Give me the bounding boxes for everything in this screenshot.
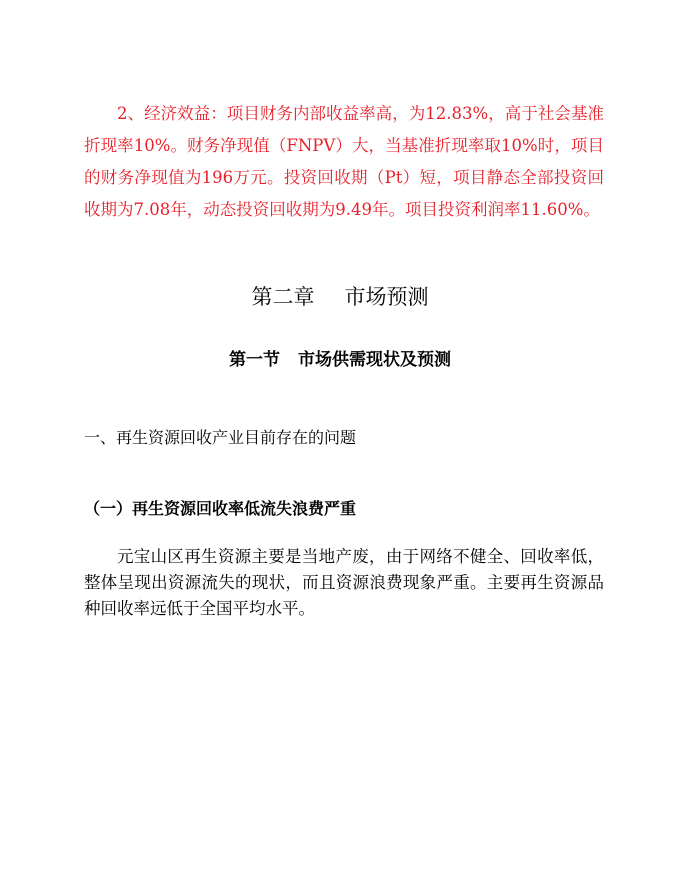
low-recovery-rate-heading: （一）再生资源回收率低流失浪费严重 [84,499,357,518]
section-name: 市场供需现状及预测 [298,350,451,370]
issues-heading: 一、再生资源回收产业目前存在的问题 [84,428,357,447]
chapter-name: 市场预测 [344,285,429,309]
body-paragraph: 元宝山区再生资源主要是当地产废，由于网络不健全、回收率低，整体呈现出资源流失的现状，而且资源浪费现象严重。主要再生资源品种回收率远低于全国平均水平。 [84,547,604,618]
chapter-title [0,282,680,312]
section-number: 第一节 [229,350,280,370]
chapter-number: 第二章 [251,285,315,309]
economic-benefit-paragraph: 2、经济效益：项目财务内部收益率高，为12.83%，高于社会基准折现率10%。财务净现值（FNPV）大，当基准折现率取10%时，项目的财务净现值为196万元。投资回收期（Pt）短，项目静态全部投资回收期为7.08年，动态投资回收期为9.49年。项目投资利润率11.60%。 [84,104,604,219]
section-title [0,346,680,374]
